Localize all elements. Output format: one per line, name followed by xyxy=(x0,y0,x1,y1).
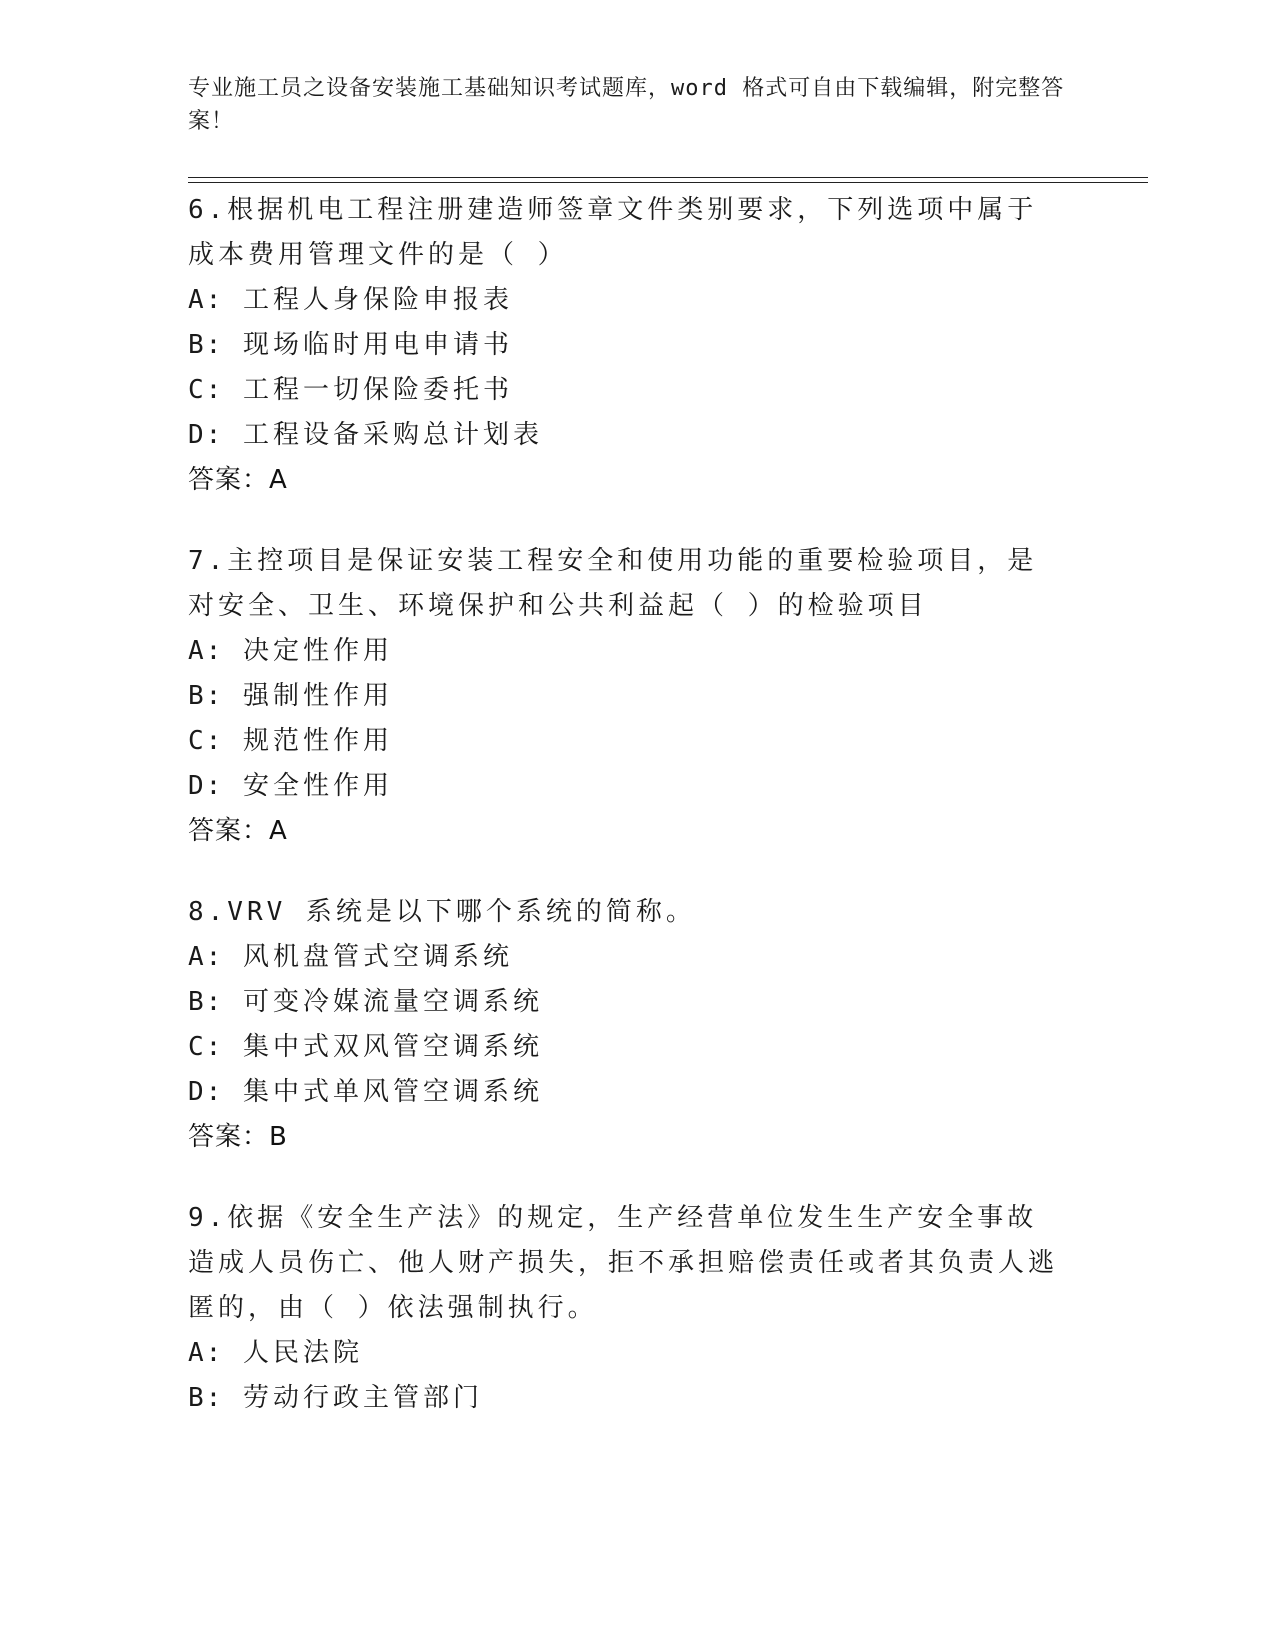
option-text: 工程设备采购总计划表 xyxy=(242,420,543,450)
option-letter: D: xyxy=(188,771,224,801)
option-letter: B: xyxy=(188,681,224,711)
option-text: 可变冷媒流量空调系统 xyxy=(242,987,543,1017)
answer-line: 答案：B xyxy=(188,1122,288,1152)
option-text: 工程人身保险申报表 xyxy=(242,285,513,315)
option-a xyxy=(188,1331,1058,1376)
option-letter: D: xyxy=(188,420,224,450)
option-text: 工程一切保险委托书 xyxy=(242,375,513,405)
option-b xyxy=(188,323,1058,368)
option-c xyxy=(188,719,1058,764)
option-c xyxy=(188,1025,1058,1070)
option-text: 安全性作用 xyxy=(242,771,393,801)
option-b xyxy=(188,1376,1058,1421)
document-header: 专业施工员之设备安装施工基础知识考试题库，word 格式可自由下载编辑，附完整答案！ xyxy=(188,76,1065,134)
option-letter: D: xyxy=(188,1077,224,1107)
question-stem: 6.根据机电工程注册建造师签章文件类别要求，下列选项中属于成本费用管理文件的是（ ） xyxy=(188,195,1038,270)
question-8 xyxy=(188,890,1058,1160)
question-stem: 7.主控项目是保证安装工程安全和使用功能的重要检验项目，是对安全、卫生、环境保护和公共利益起（ ）的检验项目 xyxy=(188,546,1038,621)
question-stem: 8.VRV 系统是以下哪个系统的简称。 xyxy=(188,897,696,927)
option-text: 规范性作用 xyxy=(242,726,393,756)
option-letter: B: xyxy=(188,987,224,1017)
option-c xyxy=(188,368,1058,413)
question-9 xyxy=(188,1196,1058,1421)
option-a xyxy=(188,629,1058,674)
option-d xyxy=(188,413,1058,458)
option-text: 集中式单风管空调系统 xyxy=(242,1077,543,1107)
option-a xyxy=(188,935,1058,980)
answer-line: 答案：A xyxy=(188,816,288,846)
option-letter: B: xyxy=(188,330,224,360)
option-text: 人民法院 xyxy=(242,1338,363,1368)
option-text: 劳动行政主管部门 xyxy=(242,1383,483,1413)
option-d xyxy=(188,764,1058,809)
option-text: 风机盘管式空调系统 xyxy=(242,942,513,972)
option-letter: C: xyxy=(188,1032,224,1062)
header-divider-bottom xyxy=(188,182,1148,183)
option-letter: A: xyxy=(188,942,224,972)
option-a xyxy=(188,278,1058,323)
question-7 xyxy=(188,539,1058,854)
option-letter: A: xyxy=(188,636,224,666)
header-divider-top xyxy=(188,177,1148,178)
option-text: 现场临时用电申请书 xyxy=(242,330,513,360)
option-text: 强制性作用 xyxy=(242,681,393,711)
option-b xyxy=(188,674,1058,719)
question-stem: 9.依据《安全生产法》的规定，生产经营单位发生生产安全事故造成人员伤亡、他人财产损失，拒不承担赔偿责任或者其负责人逃匿的，由（ ）依法强制执行。 xyxy=(188,1203,1059,1323)
option-text: 决定性作用 xyxy=(242,636,393,666)
answer-line: 答案：A xyxy=(188,465,288,495)
option-d xyxy=(188,1070,1058,1115)
question-6 xyxy=(188,188,1058,503)
question-list xyxy=(188,188,1058,1457)
option-letter: C: xyxy=(188,375,224,405)
option-letter: B: xyxy=(188,1383,224,1413)
option-text: 集中式双风管空调系统 xyxy=(242,1032,543,1062)
option-letter: A: xyxy=(188,285,224,315)
option-letter: A: xyxy=(188,1338,224,1368)
option-letter: C: xyxy=(188,726,224,756)
option-b xyxy=(188,980,1058,1025)
